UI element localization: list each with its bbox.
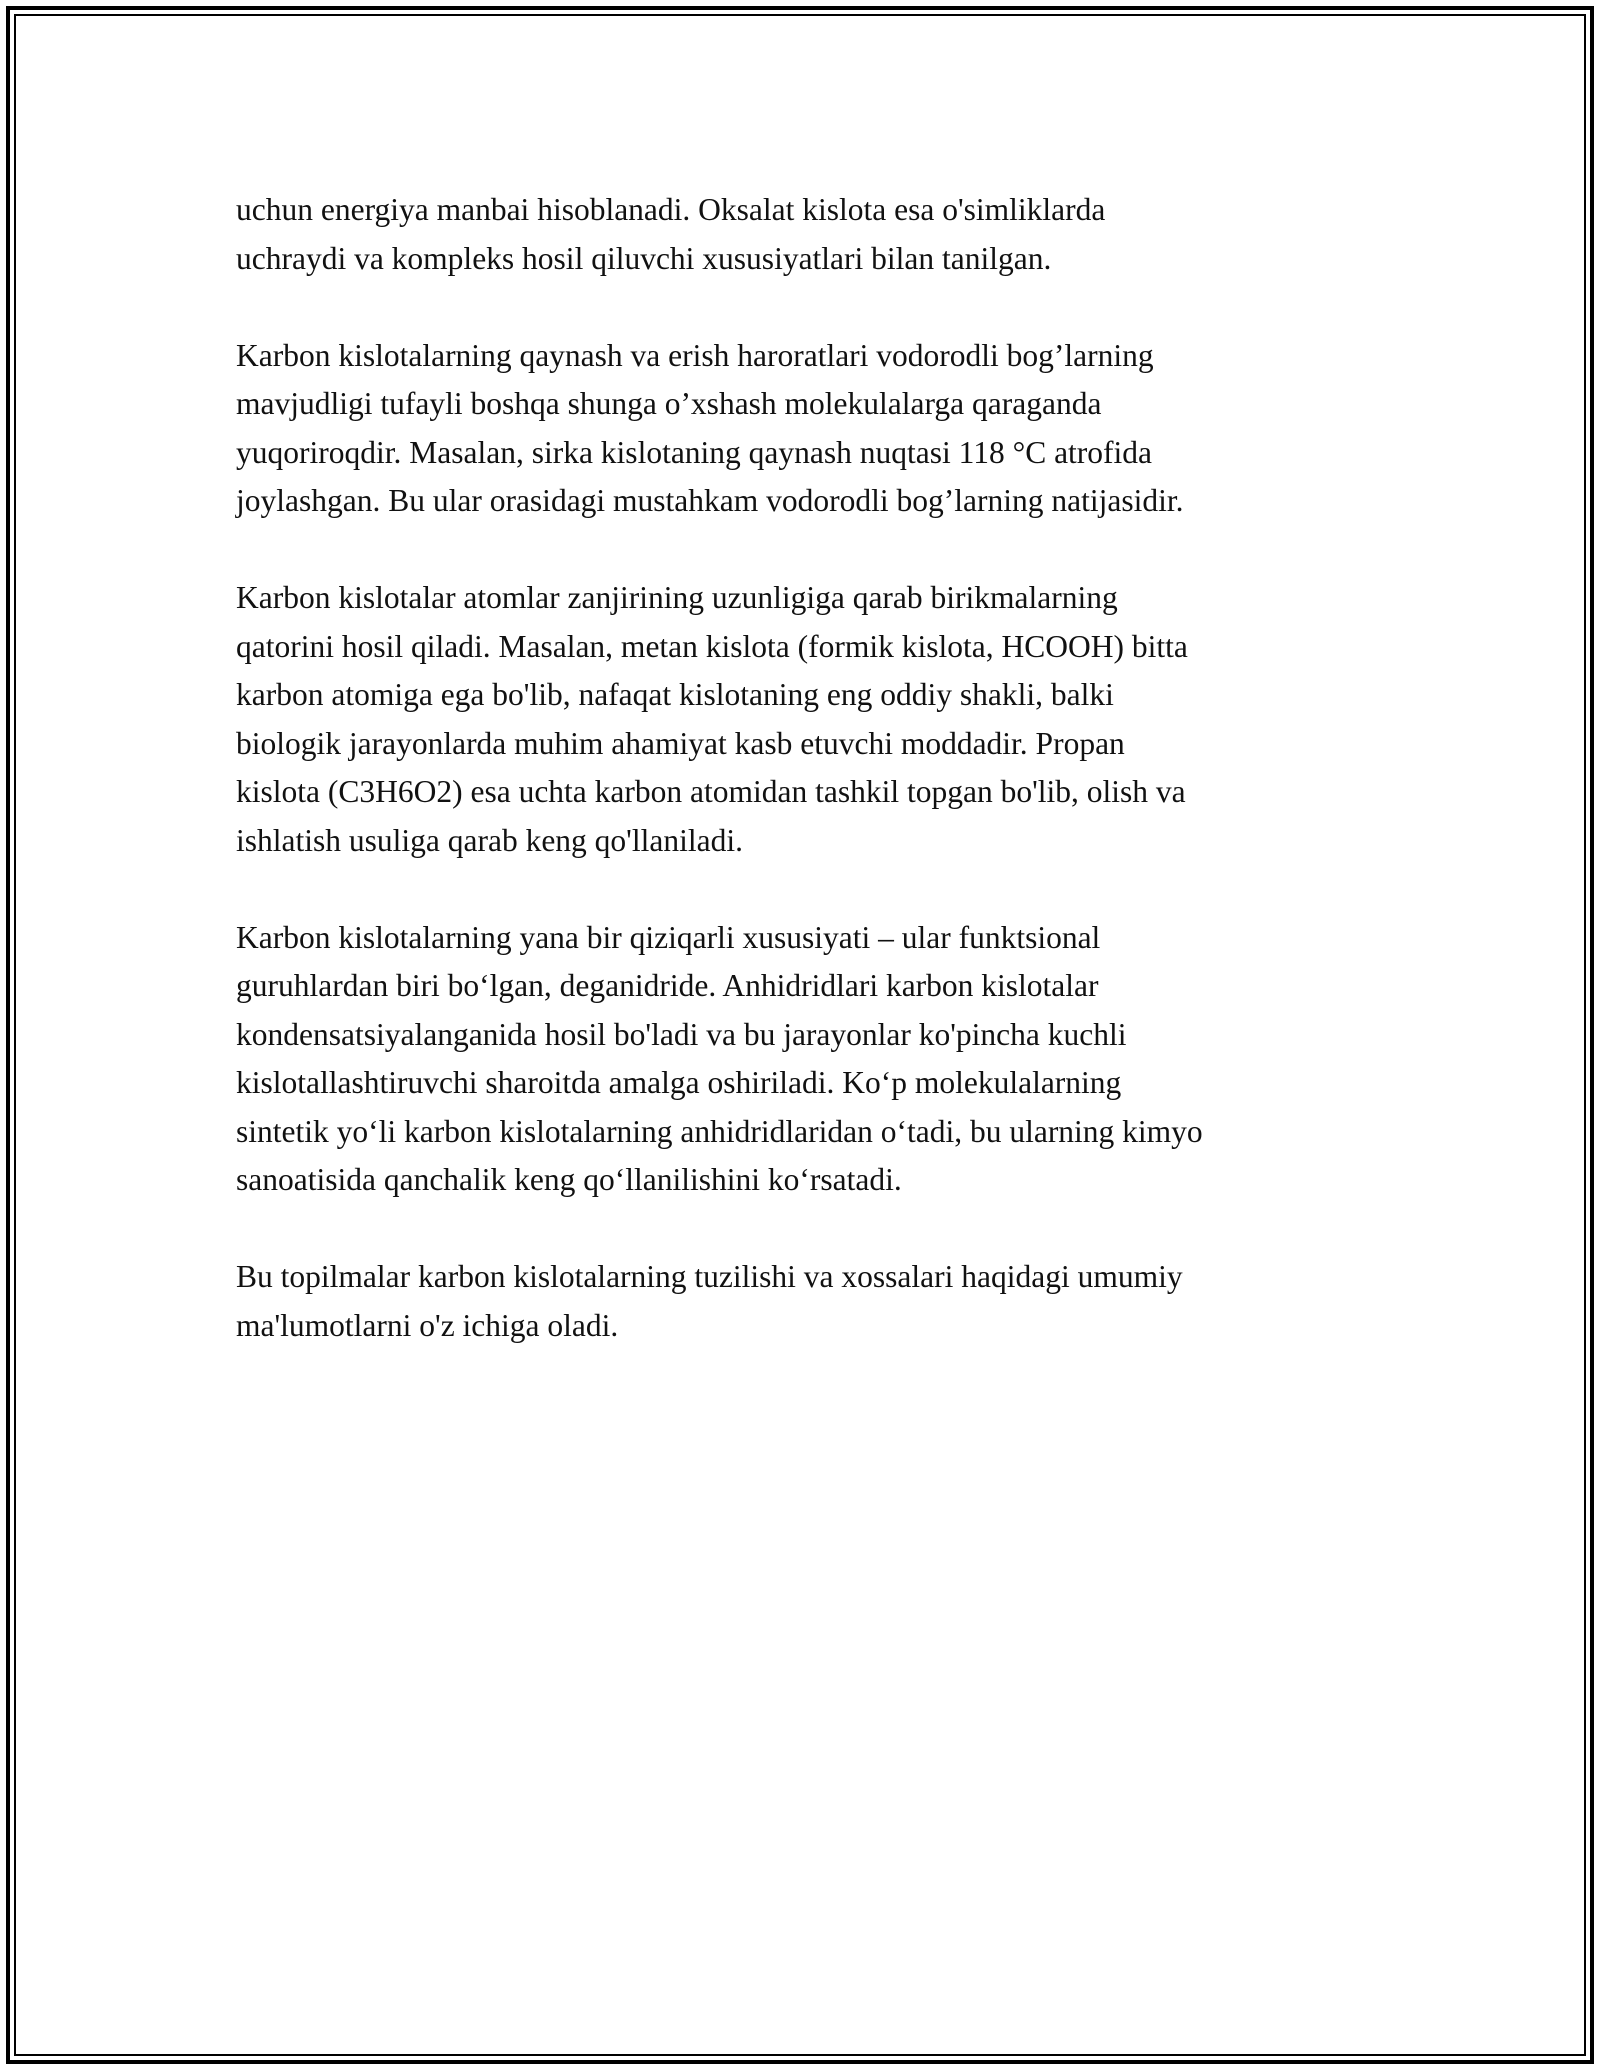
paragraph-4: Karbon kislotalarning yana bir qiziqarli xususiyati – ular funktsional guruhlardan biri bo‘lgan, deganidride. Anhidridlari karbon kislotalar kondensatsiyalanganida hosil bo'ladi va bu jarayonlar ko'pincha kuchli kislotallashtiruvchi sharoitda amalga oshiriladi. Ko‘p molekulalarning sintetik yo‘li karbon kislotalarning anhidridlaridan o‘tadi, bu ularning kimyo sanoatisida qanchalik keng qo‘llanilishini ko‘rsatadi. <box>236 919 1203 1197</box>
paragraph-2: Karbon kislotalarning qaynash va erish haroratlari vodorodli bog’larning mavjudligi tufayli boshqa shunga o’xshash molekulalarga qaraganda yuqoriroqdir. Masalan, sirka kislotaning qaynash nuqtasi 118 °C atrofida joylashgan. Bu ular orasidagi mustahkam vodorodli bog’larning natijasidir. <box>236 337 1184 518</box>
paragraph-5: Bu topilmalar karbon kislotalarning tuzilishi va xossalari haqidagi umumiy ma'lumotlarni o'z ichiga oladi. <box>236 1259 1183 1343</box>
document-body <box>236 186 1396 1350</box>
paragraph-1: uchun energiya manbai hisoblanadi. Oksalat kislota esa o'simliklarda uchraydi va kompleks hosil qiluvchi xususiyatlari bilan tanilgan. <box>236 192 1106 276</box>
paragraph-3: Karbon kislotalar atomlar zanjirining uzunligiga qarab birikmalarning qatorini hosil qiladi. Masalan, metan kislota (formik kislota, HCOOH) bitta karbon atomiga ega bo'lib, nafaqat kislotaning eng oddiy shakli, balki biologik jarayonlarda muhim ahamiyat kasb etuvchi moddadir. Propan kislota (C3H6O2) esa uchta karbon atomidan tashkil topgan bo'lib, olish va ishlatish usuliga qarab keng qo'llaniladi. <box>236 580 1188 858</box>
